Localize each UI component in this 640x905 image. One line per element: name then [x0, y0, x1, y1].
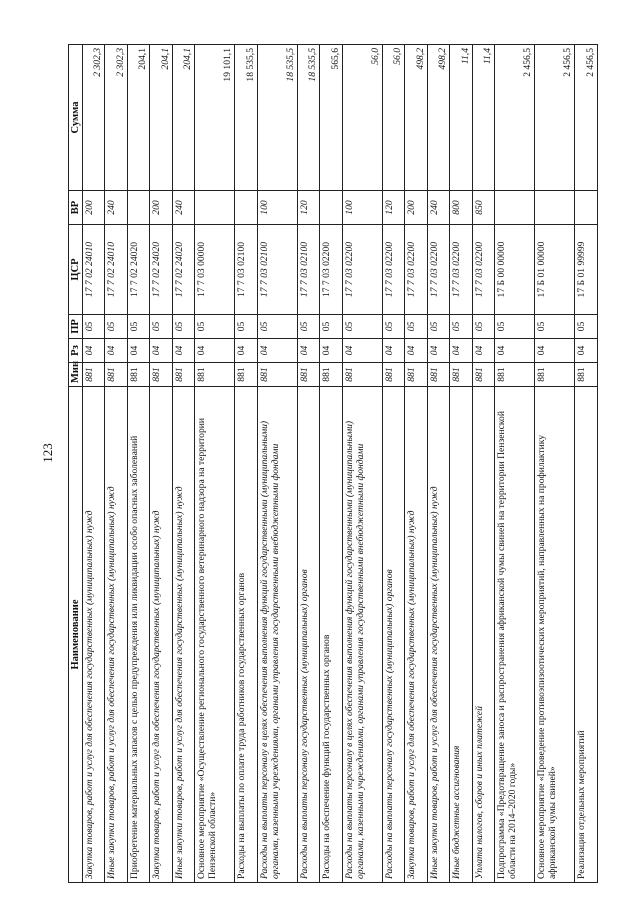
cell-rz: 04: [450, 339, 472, 363]
cell-name: Расходы на выплаты персоналу государственных (муниципальных) органов: [297, 387, 319, 883]
cell-csr: 17 Б 01 00000: [535, 225, 575, 315]
cell-vr: [535, 191, 575, 225]
header-csr: ЦСР: [69, 225, 83, 315]
cell-sum: 2 456,5: [535, 45, 575, 191]
table-row: [105, 45, 127, 883]
cell-rz: 04: [575, 339, 598, 363]
cell-min: 881: [150, 363, 172, 387]
cell-rz: 04: [127, 339, 149, 363]
cell-vr: 100: [342, 191, 382, 225]
cell-sum: 204,1: [172, 45, 194, 191]
cell-sum: 56,0: [342, 45, 382, 191]
cell-csr: 17 Б 00 00000: [495, 225, 535, 315]
cell-vr: [235, 191, 257, 225]
cell-pr: 05: [257, 315, 297, 339]
cell-min: 881: [320, 363, 342, 387]
cell-rz: 04: [195, 339, 235, 363]
cell-sum: 18 535,5: [297, 45, 319, 191]
cell-min: 881: [83, 363, 105, 387]
cell-rz: 04: [472, 339, 494, 363]
cell-csr: 17 7 03 02100: [257, 225, 297, 315]
cell-vr: [320, 191, 342, 225]
cell-csr: 17 7 03 02200: [382, 225, 404, 315]
cell-name: Реализация отдельных мероприятий: [575, 387, 598, 883]
cell-rz: 04: [83, 339, 105, 363]
cell-sum: 11,4: [472, 45, 494, 191]
header-rz: Рз: [69, 339, 83, 363]
cell-min: 881: [105, 363, 127, 387]
cell-min: 881: [342, 363, 382, 387]
cell-rz: 04: [535, 339, 575, 363]
cell-pr: 05: [297, 315, 319, 339]
cell-pr: 05: [105, 315, 127, 339]
cell-min: 881: [297, 363, 319, 387]
cell-csr: 17 7 02 24020: [127, 225, 149, 315]
cell-csr: 17 7 03 02200: [472, 225, 494, 315]
cell-min: 881: [195, 363, 235, 387]
table-row: [405, 45, 427, 883]
cell-pr: 05: [472, 315, 494, 339]
cell-pr: 05: [535, 315, 575, 339]
cell-min: 881: [235, 363, 257, 387]
cell-name: Основное мероприятие «Осуществление регионального государственного ветеринарного надзора на территории Пензенской области»: [195, 387, 235, 883]
cell-vr: 800: [450, 191, 472, 225]
cell-name: Расходы на выплаты персоналу в целях обеспечения выполнения функций государственными (муниципальными) органами, казенными учреждениями, органами управления государственными внебюджетными фондами: [257, 387, 297, 883]
cell-rz: 04: [150, 339, 172, 363]
cell-min: 881: [427, 363, 449, 387]
table-row: [342, 45, 382, 883]
cell-name: Уплата налогов, сборов и иных платежей: [472, 387, 494, 883]
cell-pr: 05: [575, 315, 598, 339]
cell-name: Иные закупки товаров, работ и услуг для обеспечения государственных (муниципальных) нужд: [105, 387, 127, 883]
cell-name: Иные бюджетные ассигнования: [450, 387, 472, 883]
cell-vr: 120: [297, 191, 319, 225]
cell-name: Закупка товаров, работ и услуг для обеспечения государственных (муниципальных) нужд: [83, 387, 105, 883]
cell-sum: 18 535,5: [235, 45, 257, 191]
table-row: [297, 45, 319, 883]
cell-sum: 204,1: [150, 45, 172, 191]
cell-vr: 240: [172, 191, 194, 225]
cell-csr: 17 7 02 24020: [150, 225, 172, 315]
cell-min: 881: [535, 363, 575, 387]
table-row: [257, 45, 297, 883]
cell-sum: 2 456,5: [575, 45, 598, 191]
table-row: [427, 45, 449, 883]
header-vr: ВР: [69, 191, 83, 225]
table-row: [320, 45, 342, 883]
cell-vr: [575, 191, 598, 225]
cell-sum: 498,2: [427, 45, 449, 191]
cell-min: 881: [575, 363, 598, 387]
cell-name: Расходы на выплаты персоналу государственных (муниципальных) органов: [382, 387, 404, 883]
cell-rz: 04: [297, 339, 319, 363]
cell-rz: 04: [495, 339, 535, 363]
header-name: Наименование: [69, 387, 83, 883]
cell-min: 881: [127, 363, 149, 387]
cell-csr: 17 7 02 24010: [105, 225, 127, 315]
cell-min: 881: [472, 363, 494, 387]
table-row: [382, 45, 404, 883]
header-pr: ПР: [69, 315, 83, 339]
cell-rz: 04: [105, 339, 127, 363]
cell-rz: 04: [235, 339, 257, 363]
cell-name: Приобретение материальных запасов с целью предупреждения или ликвидации особо опасных заболеваний: [127, 387, 149, 883]
cell-vr: [127, 191, 149, 225]
cell-pr: 05: [150, 315, 172, 339]
cell-sum: 204,1: [127, 45, 149, 191]
table-row: [472, 45, 494, 883]
cell-csr: 17 7 03 02100: [297, 225, 319, 315]
cell-name: Иные закупки товаров, работ и услуг для обеспечения государственных (муниципальных) нужд: [172, 387, 194, 883]
cell-vr: [495, 191, 535, 225]
cell-name: Закупка товаров, работ и услуг для обеспечения государственных (муниципальных) нужд: [405, 387, 427, 883]
cell-min: 881: [450, 363, 472, 387]
cell-csr: 17 7 03 02200: [405, 225, 427, 315]
cell-csr: 17 7 02 24020: [172, 225, 194, 315]
cell-pr: 05: [172, 315, 194, 339]
cell-sum: 19 101,1: [195, 45, 235, 191]
cell-vr: 200: [150, 191, 172, 225]
table-row: [575, 45, 598, 883]
cell-pr: 05: [450, 315, 472, 339]
cell-name: Подпрограмма «Предотвращение заноса и распространения африканской чумы свиней на территории Пензенской области на 2014–2020 годы»: [495, 387, 535, 883]
cell-vr: 240: [427, 191, 449, 225]
header-min: Мин: [69, 363, 83, 387]
cell-name: Основное мероприятие «Проведение противоэпизоотических мероприятий, направленных на профилактику африканской чумы свиней»: [535, 387, 575, 883]
cell-vr: [195, 191, 235, 225]
cell-min: 881: [172, 363, 194, 387]
cell-sum: 2 302,3: [83, 45, 105, 191]
table-body: [83, 45, 598, 883]
cell-vr: 120: [382, 191, 404, 225]
cell-pr: 05: [427, 315, 449, 339]
cell-min: 881: [405, 363, 427, 387]
cell-name: Расходы на выплаты персоналу в целях обеспечения выполнения функций государственными (муниципальными) органами, казенными учреждениями, органами управления государственными внебюджетными фондами: [342, 387, 382, 883]
cell-pr: 05: [382, 315, 404, 339]
cell-name: Закупка товаров, работ и услуг для обеспечения государственных (муниципальных) нужд: [150, 387, 172, 883]
table-header-row: [69, 45, 83, 883]
cell-pr: 05: [405, 315, 427, 339]
table-row: [235, 45, 257, 883]
cell-pr: 05: [495, 315, 535, 339]
table-row: [127, 45, 149, 883]
cell-pr: 05: [342, 315, 382, 339]
header-sum: Сумма: [69, 45, 83, 191]
table-row: [83, 45, 105, 883]
cell-csr: 17 7 02 24010: [83, 225, 105, 315]
cell-name: Расходы на обеспечение функций государственных органов: [320, 387, 342, 883]
cell-csr: 17 7 03 02200: [342, 225, 382, 315]
cell-rz: 04: [405, 339, 427, 363]
cell-sum: 11,4: [450, 45, 472, 191]
cell-sum: 18 535,5: [257, 45, 297, 191]
cell-sum: 56,0: [382, 45, 404, 191]
cell-rz: 04: [342, 339, 382, 363]
cell-csr: 17 7 03 02200: [427, 225, 449, 315]
table-row: [150, 45, 172, 883]
table-row: [172, 45, 194, 883]
cell-rz: 04: [320, 339, 342, 363]
cell-min: 881: [495, 363, 535, 387]
page-number: 123: [40, 443, 55, 463]
cell-name: Расходы на выплаты по оплате труда работников государственных органов: [235, 387, 257, 883]
cell-pr: 05: [320, 315, 342, 339]
cell-vr: 100: [257, 191, 297, 225]
cell-pr: 05: [83, 315, 105, 339]
table-row: [450, 45, 472, 883]
cell-vr: 200: [83, 191, 105, 225]
cell-sum: 565,6: [320, 45, 342, 191]
cell-rz: 04: [172, 339, 194, 363]
cell-rz: 04: [257, 339, 297, 363]
cell-rz: 04: [427, 339, 449, 363]
budget-table: [68, 44, 598, 883]
table-row: [195, 45, 235, 883]
cell-rz: 04: [382, 339, 404, 363]
cell-min: 881: [382, 363, 404, 387]
cell-pr: 05: [195, 315, 235, 339]
cell-sum: 498,2: [405, 45, 427, 191]
cell-vr: 850: [472, 191, 494, 225]
cell-csr: 17 Б 01 99999: [575, 225, 598, 315]
table-row: [495, 45, 535, 883]
cell-csr: 17 7 03 02200: [320, 225, 342, 315]
cell-sum: 2 302,3: [105, 45, 127, 191]
cell-pr: 05: [235, 315, 257, 339]
cell-vr: 240: [105, 191, 127, 225]
cell-csr: 17 7 03 00000: [195, 225, 235, 315]
cell-pr: 05: [127, 315, 149, 339]
cell-sum: 2 456,5: [495, 45, 535, 191]
cell-min: 881: [257, 363, 297, 387]
cell-vr: 200: [405, 191, 427, 225]
cell-csr: 17 7 03 02100: [235, 225, 257, 315]
table-row: [535, 45, 575, 883]
rotated-page: [68, 45, 598, 883]
cell-csr: 17 7 03 02200: [450, 225, 472, 315]
cell-name: Иные закупки товаров, работ и услуг для обеспечения государственных (муниципальных) нужд: [427, 387, 449, 883]
